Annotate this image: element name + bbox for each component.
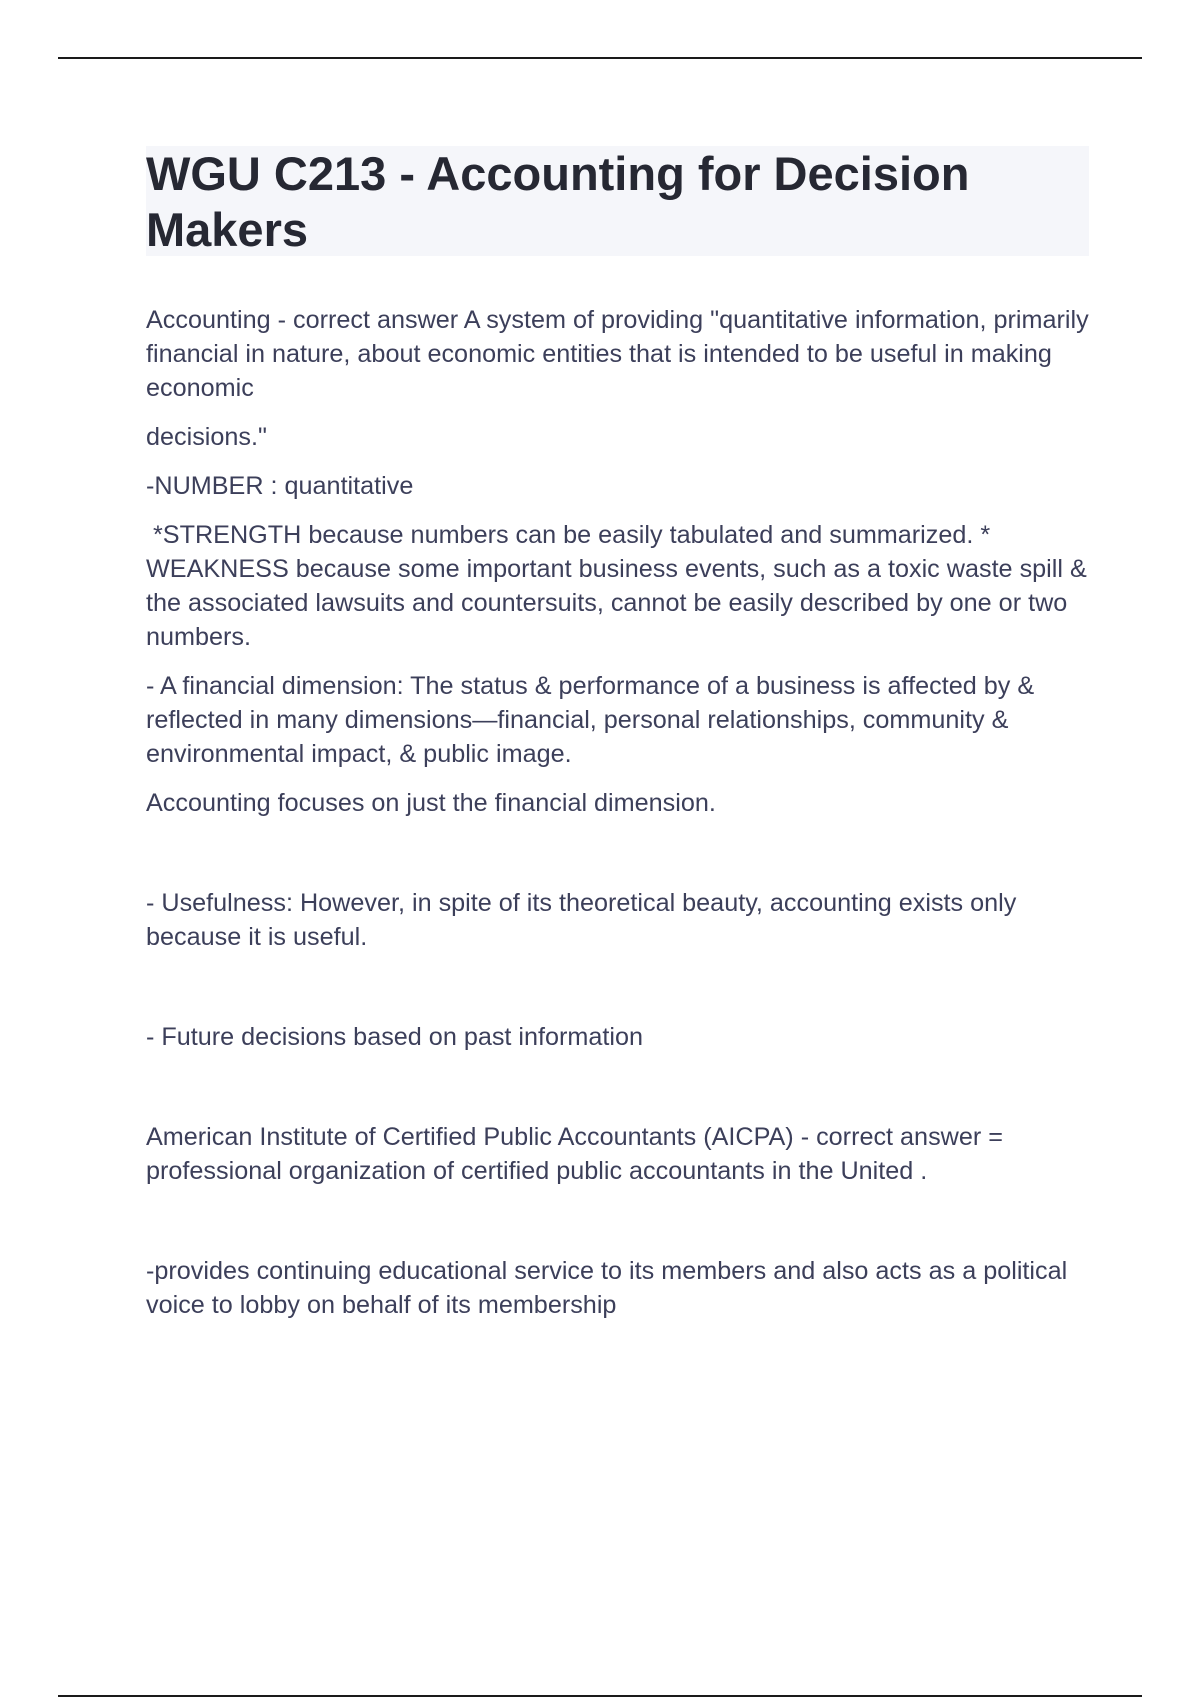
- document-body: [146, 303, 1096, 1322]
- paragraph-financial-dimension: - A financial dimension: The status & performance of a business is affected by & reflected in many dimensions—financial, personal relationships, community & environmental impact, & public image.: [146, 672, 1035, 768]
- paragraph-strength-weakness: *STRENGTH because numbers can be easily tabulated and summarized. * WEAKNESS because some important business events, such as a toxic waste spill & the associated lawsuits and countersuits, cannot be easily described by one or two numbers.: [146, 521, 1094, 651]
- paragraph-decisions: decisions.": [146, 423, 267, 451]
- paragraph-financial-focus: Accounting focuses on just the financial dimension.: [146, 789, 716, 817]
- paragraph-aicpa-services: -provides continuing educational service to its members and also acts as a political voice to lobby on behalf of its membership: [146, 1257, 1068, 1319]
- paragraph-number: -NUMBER : quantitative: [146, 472, 414, 500]
- paragraph-aicpa-definition: American Institute of Certified Public Accountants (AICPA) - correct answer = professional organization of certified public accountants in the United .: [146, 1123, 1003, 1185]
- bottom-divider: [58, 1695, 1142, 1697]
- paragraph-usefulness: - Usefulness: However, in spite of its theoretical beauty, accounting exists only because it is useful.: [146, 889, 1017, 951]
- paragraph-accounting-definition: Accounting - correct answer A system of providing "quantitative information, primarily financial in nature, about economic entities that is intended to be useful in making economic: [146, 306, 1089, 402]
- document-title: WGU C213 - Accounting for Decision Makers: [146, 147, 970, 256]
- paragraph-future-decisions: - Future decisions based on past information: [146, 1023, 644, 1051]
- top-divider: [58, 57, 1142, 59]
